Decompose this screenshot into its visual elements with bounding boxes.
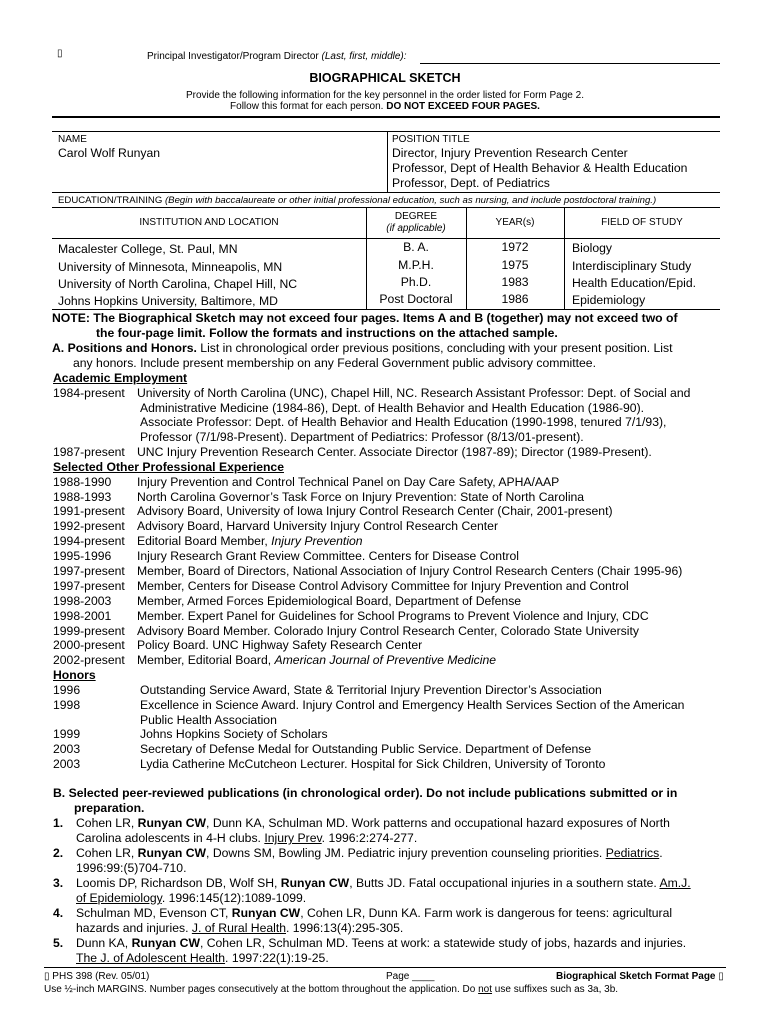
footer-rule	[44, 967, 726, 968]
position-line-2: Professor, Dept of Health Behavior & Health Education	[392, 161, 688, 175]
pub-author-highlight: Runyan CW	[137, 846, 207, 860]
pub-text: , Cohen LR, Schulman MD. Teens at work: a statewide study of jobs, hazards and injuries.	[199, 936, 687, 950]
academic-text: Professor (7/1/98-Present). Department of Pediatrics: Professor (8/13/01-present).	[140, 430, 584, 444]
footer-page-blank: ____	[412, 971, 435, 982]
edu-header-bottom	[52, 238, 720, 239]
pi-label	[147, 51, 407, 62]
other-text: Policy Board. UNC Highway Safety Research Center	[137, 638, 423, 652]
other-text-italic: Injury Prevention	[271, 534, 363, 548]
other-text	[137, 534, 363, 548]
other-experience-heading: Selected Other Professional Experience	[53, 460, 284, 474]
edu-header-top	[52, 207, 720, 208]
pub-text: , Downs SM, Bowling JM. Pediatric injury prevention counseling priorities.	[206, 846, 606, 860]
education-label	[58, 195, 656, 206]
other-year: 1997-present	[53, 564, 125, 578]
edu-bottom	[52, 309, 720, 310]
pub-number: 3.	[53, 876, 64, 890]
pub-authors: Cohen LR,	[76, 816, 138, 830]
honor-year: 2003	[53, 757, 81, 771]
col-institution: INSTITUTION AND LOCATION	[139, 217, 279, 228]
academic-year: 1987-present	[53, 445, 125, 459]
row-divider-2	[466, 238, 467, 309]
other-text: Member, Armed Forces Epidemiological Board, Department of Defense	[137, 594, 522, 608]
row-divider-1	[366, 238, 367, 309]
academic-text: UNC Injury Prevention Research Center. Associate Director (1987-89); Director (1989-Present).	[137, 445, 652, 459]
edu-institution: University of Minnesota, Minneapolis, MN	[58, 260, 283, 274]
section-a-title: A. Positions and Honors.	[52, 341, 197, 355]
other-text: North Carolina Governor’s Task Force on Injury Prevention: State of North Carolina	[137, 490, 585, 504]
footer-format-page-text: Biographical Sketch Format Page	[556, 971, 716, 982]
corner-box-icon: ▯	[57, 48, 63, 59]
pub-line: 1996:99:(5)704-710.	[76, 861, 187, 875]
edu-degree: M.P.H.	[398, 258, 434, 272]
pub-journal: Injury Prev	[264, 831, 322, 845]
pub-line	[76, 951, 329, 965]
instruction-line-1: Provide the following information for the key personnel in the order listed for Form Page 2.	[186, 90, 584, 101]
other-text: Member, Board of Directors, National Association of Injury Control Research Centers (Chair 1995-96)	[137, 564, 683, 578]
pub-author-highlight: Runyan CW	[137, 816, 207, 830]
pub-text: Carolina adolescents in 4-H clubs.	[76, 831, 265, 845]
honor-year: 1998	[53, 698, 81, 712]
pub-text: hazards and injuries.	[76, 921, 192, 935]
pub-line	[76, 921, 403, 935]
footer-box-icon: ▯	[44, 971, 50, 982]
section-a-heading	[52, 341, 672, 355]
other-year: 1991-present	[53, 504, 125, 518]
pub-citation: . 1997:22(1):19-25.	[225, 951, 329, 965]
name-label: NAME	[58, 134, 87, 145]
section-a-text-2: any honors. Include present membership on any Federal Government public advisory committee.	[73, 356, 596, 370]
footer-box-icon-right: ▯	[718, 971, 724, 982]
other-text: Advisory Board, University of Iowa Injury Control Research Center (Chair, 2001-present)	[137, 504, 613, 518]
edu-field: Biology	[572, 241, 612, 255]
footer-margins-pre: Use ½-inch MARGINS. Number pages consecutively at the bottom throughout the application. Do	[44, 984, 479, 995]
edu-institution: Johns Hopkins University, Baltimore, MD	[58, 294, 278, 308]
other-year: 1997-present	[53, 579, 125, 593]
position-line-3: Professor, Dept. of Pediatrics	[392, 176, 550, 190]
instruction-line-2	[0, 101, 770, 112]
name-divider	[387, 131, 388, 192]
row-divider-3	[564, 238, 565, 309]
instruction-2b: DO NOT EXCEED FOUR PAGES.	[386, 101, 540, 112]
pi-line	[420, 63, 720, 64]
footer-margins-not: not	[478, 984, 493, 995]
other-text-italic: American Journal of Preventive Medicine	[274, 653, 497, 667]
edu-year: 1975	[501, 258, 529, 272]
position-label: POSITION TITLE	[392, 134, 470, 145]
pub-journal: Pediatrics	[605, 846, 660, 860]
footer-margins-post: use suffixes such as 3a, 3b.	[492, 984, 619, 995]
pub-line	[76, 891, 306, 905]
header-rule	[52, 116, 720, 118]
honor-year: 1996	[53, 683, 81, 697]
position-line-1: Director, Injury Prevention Research Center	[392, 146, 628, 160]
edu-year: 1972	[501, 240, 529, 254]
pub-citation: . 1996:145(12):1089-1099.	[161, 891, 307, 905]
other-text-plain: Member, Editorial Board,	[137, 653, 275, 667]
other-year: 2000-present	[53, 638, 125, 652]
other-text-plain: Editorial Board Member,	[137, 534, 272, 548]
pi-label-italic: (Last, first, middle):	[321, 51, 407, 62]
pub-journal: J. of Rural Health	[191, 921, 287, 935]
pub-text: , Cohen LR, Dunn KA. Farm work is dangerous for teens: agricultural	[300, 906, 673, 920]
other-year: 1988-1993	[53, 490, 112, 504]
col-degree: DEGREE	[394, 211, 438, 222]
instruction-2a: Follow this format for each person.	[230, 101, 384, 112]
edu-field: Epidemiology	[572, 293, 646, 307]
pub-line	[76, 906, 672, 920]
honor-text: Lydia Catherine McCutcheon Lecturer. Hospital for Sick Children, University of Toronto	[140, 757, 606, 771]
academic-year: 1984-present	[53, 386, 125, 400]
academic-text: Associate Professor: Dept. of Health Behavior and Health Education (1990-1998, tenured 7/1/93),	[140, 415, 667, 429]
page-title: BIOGRAPHICAL SKETCH	[309, 71, 461, 85]
pub-number: 1.	[53, 816, 64, 830]
edu-institution: Macalester College, St. Paul, MN	[58, 242, 238, 256]
edu-field: Health Education/Epid.	[572, 276, 696, 290]
honor-text: Outstanding Service Award, State & Territorial Injury Prevention Director’s Association	[140, 683, 602, 697]
footer-form	[44, 971, 149, 982]
pub-citation: . 1996:13(4):295-305.	[286, 921, 404, 935]
pub-authors: Schulman MD, Evenson CT,	[76, 906, 232, 920]
edu-degree: Ph.D.	[400, 275, 432, 289]
honors-heading: Honors	[53, 668, 96, 682]
other-text: Member, Centers for Disease Control Advisory Committee for Injury Prevention and Control	[137, 579, 629, 593]
footer-form-number: PHS 398 (Rev. 05/01)	[52, 971, 150, 982]
pub-author-highlight: Runyan CW	[280, 876, 350, 890]
box-top	[52, 131, 720, 132]
pub-authors: Dunn KA,	[76, 936, 132, 950]
honor-text: Secretary of Defense Medal for Outstanding Public Service. Department of Defense	[140, 742, 592, 756]
honor-text: Johns Hopkins Society of Scholars	[140, 727, 328, 741]
section-a-text-1: List in chronological order previous positions, concluding with your present position. List	[196, 341, 673, 355]
other-text	[137, 653, 496, 667]
pub-line	[76, 846, 663, 860]
pub-line	[76, 876, 691, 890]
pub-text: , Butts JD. Fatal occupational injuries in a southern state.	[349, 876, 660, 890]
pub-text-end: .	[659, 846, 663, 860]
pub-authors: Loomis DP, Richardson DB, Wolf SH,	[76, 876, 281, 890]
pub-authors: Cohen LR,	[76, 846, 138, 860]
footer-format-page	[556, 971, 724, 982]
pub-line	[76, 816, 670, 830]
person-name: Carol Wolf Runyan	[58, 146, 161, 160]
edu-degree: Post Doctoral	[379, 292, 453, 306]
pub-citation: . 1996:2:274-277.	[321, 831, 418, 845]
edu-top	[52, 192, 720, 193]
other-year: 1994-present	[53, 534, 125, 548]
pub-line	[76, 936, 686, 950]
pub-number: 5.	[53, 936, 64, 950]
pub-text: , Dunn KA, Schulman MD. Work patterns and occupational hazard exposures of North	[206, 816, 670, 830]
footer-page-label: Page	[386, 971, 410, 982]
edu-degree: B. A.	[403, 240, 429, 254]
other-text: Advisory Board Member. Colorado Injury Control Research Center, Colorado State University	[137, 624, 639, 638]
education-label-text: EDUCATION/TRAINING	[58, 195, 163, 206]
other-text: Member. Expert Panel for Guidelines for School Programs to Prevent Violence and Injury, CDC	[137, 609, 649, 623]
section-b-heading-1: B. Selected peer-reviewed publications (in chronological order). Do not include publications submitted or in	[53, 786, 678, 800]
edu-year: 1983	[501, 275, 529, 289]
col-field: FIELD OF STUDY	[601, 217, 683, 228]
pub-journal: Am.J.	[659, 876, 691, 890]
pub-journal: The J. of Adolescent Health	[76, 951, 226, 965]
other-text: Advisory Board, Harvard University Injury Control Research Center	[137, 519, 499, 533]
other-year: 1992-present	[53, 519, 125, 533]
other-year: 1999-present	[53, 624, 125, 638]
academic-text: Administrative Medicine (1984-86), Dept. of Health Behavior and Health Education (1986-90).	[140, 401, 645, 415]
other-text: Injury Prevention and Control Technical Panel on Day Care Safety, APHA/AAP	[137, 475, 560, 489]
other-year: 1988-1990	[53, 475, 112, 489]
edu-institution: University of North Carolina, Chapel Hill, NC	[58, 277, 298, 291]
honor-text: Public Health Association	[140, 713, 277, 727]
pub-number: 4.	[53, 906, 64, 920]
pub-author-highlight: Runyan CW	[131, 936, 200, 950]
edu-field: Interdisciplinary Study	[572, 259, 692, 273]
other-year: 1998-2001	[53, 609, 112, 623]
honor-year: 2003	[53, 742, 81, 756]
honor-text: Excellence in Science Award. Injury Control and Emergency Health Services Section of the American	[140, 698, 685, 712]
pub-journal: of Epidemiology	[76, 891, 162, 905]
other-year: 1995-1996	[53, 549, 112, 563]
col-years: YEAR(s)	[495, 217, 535, 228]
footer-page	[386, 971, 434, 982]
other-year: 2002-present	[53, 653, 125, 667]
other-text: Injury Research Grant Review Committee. Centers for Disease Control	[137, 549, 520, 563]
education-label-note: (Begin with baccalaureate or other initial professional education, such as nursing, and include postdoctoral training.)	[164, 195, 657, 206]
pub-line	[76, 831, 417, 845]
academic-employment-heading: Academic Employment	[53, 371, 188, 385]
other-year: 1998-2003	[53, 594, 112, 608]
pub-author-highlight: Runyan CW	[231, 906, 301, 920]
col-degree-note: (if applicable)	[386, 223, 446, 234]
section-b-heading-2: preparation.	[74, 801, 145, 815]
note-line-2: the four-page limit. Follow the formats and instructions on the attached sample.	[96, 326, 558, 340]
footer-margins	[44, 984, 618, 995]
academic-text: University of North Carolina (UNC), Chapel Hill, NC. Research Assistant Professor: Dept. of Social and	[137, 386, 691, 400]
pub-number: 2.	[53, 846, 64, 860]
honor-year: 1999	[53, 727, 81, 741]
edu-year: 1986	[501, 292, 529, 306]
note-line-1: NOTE: The Biographical Sketch may not exceed four pages. Items A and B (together) may not exceed two of	[52, 311, 678, 325]
pi-label-text: Principal Investigator/Program Director	[147, 51, 319, 62]
